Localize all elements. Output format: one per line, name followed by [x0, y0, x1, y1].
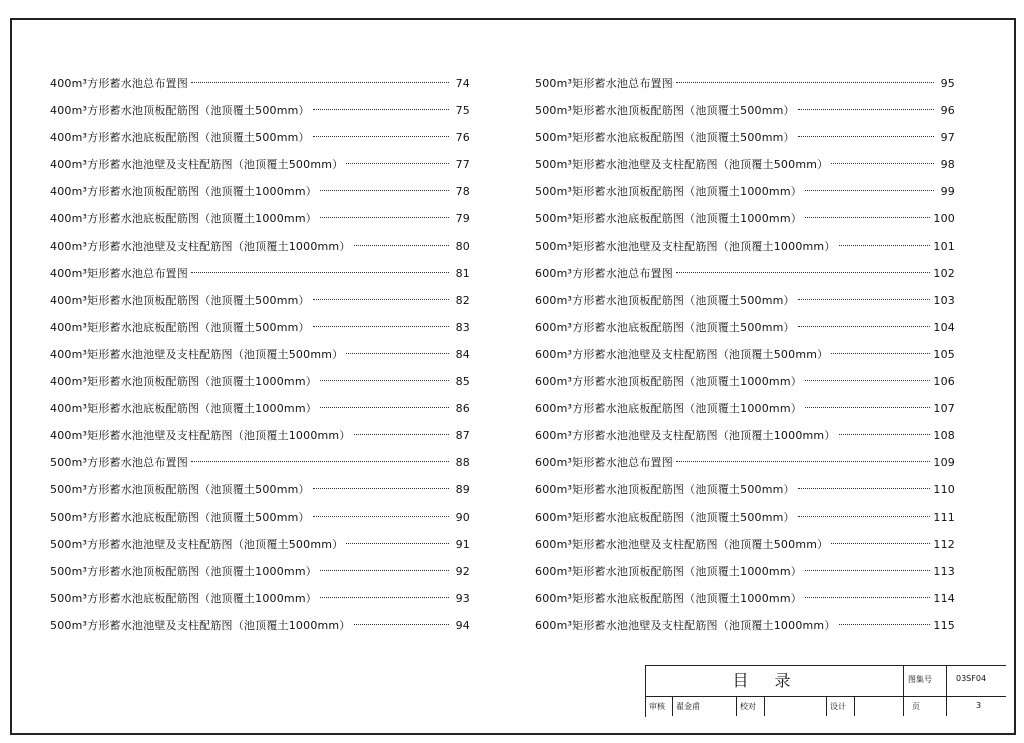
- reviewer-name: 翟金甫: [676, 702, 700, 711]
- toc-entry-page: 91: [455, 537, 470, 551]
- toc-entry[interactable]: [535, 449, 955, 476]
- page-label: 页: [912, 702, 920, 711]
- toc-entry-page: 98: [940, 158, 955, 172]
- page-number: 3: [976, 701, 982, 710]
- leader-dots: [805, 217, 930, 218]
- toc-entry-page: 110: [933, 483, 955, 497]
- review-label: 审核: [649, 702, 665, 711]
- toc-entry-page: 95: [940, 77, 955, 90]
- toc-entry[interactable]: [50, 233, 470, 260]
- leader-dots: [320, 380, 449, 381]
- toc-entry[interactable]: [535, 178, 955, 205]
- toc-entry-title: 600m³方形蓄水池底板配筋图（池顶覆土1000mm）: [535, 402, 802, 416]
- toc-entry-page: 111: [933, 510, 955, 524]
- leader-dots: [320, 597, 449, 598]
- toc-entry-page: 89: [455, 483, 470, 497]
- toc-column-right: [535, 70, 955, 639]
- toc-entry-title: 400m³矩形蓄水池池壁及支柱配筋图（池顶覆土1000mm）: [50, 429, 351, 443]
- toc-entry[interactable]: [50, 260, 470, 287]
- toc-entry-title: 500m³方形蓄水池池壁及支柱配筋图（池顶覆土500mm）: [50, 537, 344, 551]
- toc-entry-title: 600m³矩形蓄水池顶板配筋图（池顶覆土1000mm）: [535, 564, 802, 578]
- toc-entry-title: 600m³矩形蓄水池总布置图: [535, 456, 673, 470]
- leader-dots: [839, 245, 931, 246]
- toc-entry[interactable]: [50, 287, 470, 314]
- toc-entry-page: 92: [455, 564, 470, 578]
- toc-entry-page: 103: [933, 293, 955, 307]
- toc-entry-page: 90: [455, 510, 470, 524]
- toc-entry[interactable]: [535, 70, 955, 97]
- title-block-signatures: [646, 696, 1006, 716]
- toc-entry[interactable]: [535, 233, 955, 260]
- toc-entry[interactable]: [50, 395, 470, 422]
- toc-entry-title: 500m³方形蓄水池底板配筋图（池顶覆土500mm）: [50, 510, 310, 524]
- leader-dots: [320, 570, 449, 571]
- toc-entry[interactable]: [50, 504, 470, 531]
- leader-dots: [831, 163, 934, 164]
- leader-dots: [798, 109, 934, 110]
- leader-dots: [191, 461, 449, 462]
- toc-entry[interactable]: [535, 124, 955, 151]
- toc-entry-page: 106: [933, 375, 955, 389]
- toc-entry-page: 75: [455, 104, 470, 118]
- toc-entry-title: 600m³方形蓄水池顶板配筋图（池顶覆土500mm）: [535, 293, 795, 307]
- toc-entry[interactable]: [50, 205, 470, 232]
- toc-entry-page: 93: [455, 591, 470, 605]
- toc-entry-title: 400m³矩形蓄水池顶板配筋图（池顶覆土1000mm）: [50, 375, 317, 389]
- toc-entry-page: 81: [455, 266, 470, 280]
- design-label: 设计: [830, 702, 846, 711]
- toc-entry-title: 400m³方形蓄水池底板配筋图（池顶覆土500mm）: [50, 131, 310, 145]
- leader-dots: [805, 570, 930, 571]
- leader-dots: [346, 543, 449, 544]
- toc-entry-title: 500m³矩形蓄水池池壁及支柱配筋图（池顶覆土500mm）: [535, 158, 829, 172]
- toc-entry[interactable]: [50, 97, 470, 124]
- leader-dots: [831, 543, 930, 544]
- leader-dots: [798, 488, 931, 489]
- toc-entry[interactable]: [535, 558, 955, 585]
- toc-entry[interactable]: [535, 585, 955, 612]
- leader-dots: [805, 190, 934, 191]
- toc-entry[interactable]: [50, 612, 470, 639]
- toc-entry-page: 105: [933, 347, 955, 361]
- leader-dots: [798, 299, 931, 300]
- toc-entry-title: 600m³方形蓄水池池壁及支柱配筋图（池顶覆土1000mm）: [535, 429, 836, 443]
- toc-entry-page: 96: [940, 104, 955, 118]
- toc-entry-page: 80: [455, 239, 470, 253]
- toc-entry-page: 97: [940, 131, 955, 145]
- leader-dots: [313, 299, 449, 300]
- leader-dots: [839, 624, 931, 625]
- toc-entry-title: 600m³矩形蓄水池顶板配筋图（池顶覆土500mm）: [535, 483, 795, 497]
- leader-dots: [320, 190, 449, 191]
- toc-entry-title: 400m³矩形蓄水池池壁及支柱配筋图（池顶覆土500mm）: [50, 347, 344, 361]
- toc-entry-title: 600m³方形蓄水池总布置图: [535, 266, 673, 280]
- toc-entry-page: 114: [933, 591, 955, 605]
- toc-entry-title: 400m³方形蓄水池总布置图: [50, 77, 188, 90]
- toc-entry-title: 600m³矩形蓄水池池壁及支柱配筋图（池顶覆土1000mm）: [535, 618, 836, 632]
- toc-entry-page: 101: [933, 239, 955, 253]
- leader-dots: [320, 217, 449, 218]
- toc-entry-title: 400m³方形蓄水池池壁及支柱配筋图（池顶覆土1000mm）: [50, 239, 351, 253]
- leader-dots: [313, 516, 449, 517]
- toc-entry-title: 500m³方形蓄水池顶板配筋图（池顶覆土1000mm）: [50, 564, 317, 578]
- toc-entry-title: 400m³方形蓄水池池壁及支柱配筋图（池顶覆土500mm）: [50, 158, 344, 172]
- toc-entry-page: 109: [933, 456, 955, 470]
- toc-entry-page: 99: [940, 185, 955, 199]
- toc-entry-title: 500m³矩形蓄水池总布置图: [535, 77, 673, 90]
- leader-dots: [346, 163, 449, 164]
- leader-dots: [354, 434, 449, 435]
- toc-entry-title: 600m³矩形蓄水池底板配筋图（池顶覆土1000mm）: [535, 591, 802, 605]
- leader-dots: [676, 272, 930, 273]
- toc-entry-title: 500m³矩形蓄水池池壁及支柱配筋图（池顶覆土1000mm）: [535, 239, 836, 253]
- toc-entry-title: 400m³矩形蓄水池顶板配筋图（池顶覆土500mm）: [50, 293, 310, 307]
- leader-dots: [805, 407, 930, 408]
- toc-entry-page: 82: [455, 293, 470, 307]
- toc-entry[interactable]: [535, 422, 955, 449]
- toc-entry-title: 600m³矩形蓄水池池壁及支柱配筋图（池顶覆土500mm）: [535, 537, 829, 551]
- toc-entry-page: 113: [933, 564, 955, 578]
- toc-entry[interactable]: [50, 341, 470, 368]
- title-block: [645, 665, 1006, 717]
- toc-entry-page: 84: [455, 347, 470, 361]
- leader-dots: [191, 82, 449, 83]
- toc-entry-title: 600m³方形蓄水池池壁及支柱配筋图（池顶覆土500mm）: [535, 347, 829, 361]
- toc-entry[interactable]: [535, 504, 955, 531]
- toc-entry-title: 400m³方形蓄水池顶板配筋图（池顶覆土500mm）: [50, 104, 310, 118]
- toc-column-left: [50, 70, 470, 639]
- page-title: 目录: [646, 666, 904, 696]
- toc-entry-title: 500m³矩形蓄水池顶板配筋图（池顶覆土1000mm）: [535, 185, 802, 199]
- toc-entry-page: 78: [455, 185, 470, 199]
- toc-entry[interactable]: [535, 395, 955, 422]
- toc-entry-title: 400m³矩形蓄水池总布置图: [50, 266, 188, 280]
- toc-entry-title: 400m³方形蓄水池顶板配筋图（池顶覆土1000mm）: [50, 185, 317, 199]
- leader-dots: [354, 245, 449, 246]
- toc-entry-title: 600m³矩形蓄水池底板配筋图（池顶覆土500mm）: [535, 510, 795, 524]
- leader-dots: [798, 136, 934, 137]
- toc-entry[interactable]: [535, 368, 955, 395]
- toc-entry-page: 83: [455, 320, 470, 334]
- toc-entry[interactable]: [535, 531, 955, 558]
- toc-entry-page: 112: [933, 537, 955, 551]
- check-label: 校对: [740, 702, 756, 711]
- leader-dots: [805, 597, 930, 598]
- toc-entry-page: 108: [933, 429, 955, 443]
- toc-entry[interactable]: [50, 585, 470, 612]
- toc-entry-title: 400m³矩形蓄水池底板配筋图（池顶覆土1000mm）: [50, 402, 317, 416]
- leader-dots: [798, 326, 931, 327]
- toc-entry[interactable]: [50, 368, 470, 395]
- leader-dots: [346, 353, 449, 354]
- toc-entry[interactable]: [50, 422, 470, 449]
- toc-entry[interactable]: [50, 314, 470, 341]
- leader-dots: [313, 109, 449, 110]
- toc-entry-title: 500m³方形蓄水池顶板配筋图（池顶覆土500mm）: [50, 483, 310, 497]
- leader-dots: [354, 624, 449, 625]
- toc-entry-page: 79: [455, 212, 470, 226]
- toc-entry-title: 600m³方形蓄水池顶板配筋图（池顶覆土1000mm）: [535, 375, 802, 389]
- toc-entry-page: 85: [455, 375, 470, 389]
- toc-entry[interactable]: [50, 151, 470, 178]
- leader-dots: [313, 136, 449, 137]
- toc-entry-page: 115: [933, 618, 955, 632]
- toc-entry[interactable]: [50, 449, 470, 476]
- toc-entry[interactable]: [535, 151, 955, 178]
- toc-entry[interactable]: [535, 260, 955, 287]
- leader-dots: [798, 516, 931, 517]
- toc-entry[interactable]: [50, 558, 470, 585]
- title-block-header: [646, 666, 1006, 697]
- toc-entry-page: 107: [933, 402, 955, 416]
- leader-dots: [320, 407, 449, 408]
- toc-entry[interactable]: [535, 205, 955, 232]
- toc-entry-page: 86: [455, 402, 470, 416]
- leader-dots: [676, 461, 930, 462]
- toc-entry[interactable]: [50, 70, 470, 97]
- toc-entry-title: 500m³矩形蓄水池底板配筋图（池顶覆土1000mm）: [535, 212, 802, 226]
- toc-entry[interactable]: [50, 531, 470, 558]
- leader-dots: [831, 353, 930, 354]
- atlas-no-label: 图集号: [908, 675, 932, 684]
- toc-entry-title: 400m³方形蓄水池底板配筋图（池顶覆土1000mm）: [50, 212, 317, 226]
- toc-entry[interactable]: [535, 612, 955, 639]
- toc-entry[interactable]: [50, 178, 470, 205]
- toc-entry-title: 500m³矩形蓄水池顶板配筋图（池顶覆土500mm）: [535, 104, 795, 118]
- toc-entry-page: 77: [455, 158, 470, 172]
- atlas-no: 03SF04: [956, 674, 987, 683]
- toc-entry-page: 74: [455, 77, 470, 90]
- toc-entry[interactable]: [535, 314, 955, 341]
- toc-entry-title: 500m³方形蓄水池总布置图: [50, 456, 188, 470]
- toc-entry-title: 600m³方形蓄水池底板配筋图（池顶覆土500mm）: [535, 320, 795, 334]
- toc-entry-page: 102: [933, 266, 955, 280]
- toc-entry-page: 100: [933, 212, 955, 226]
- toc-entry-title: 500m³方形蓄水池底板配筋图（池顶覆土1000mm）: [50, 591, 317, 605]
- leader-dots: [839, 434, 931, 435]
- toc-entry[interactable]: [535, 476, 955, 503]
- leader-dots: [313, 326, 449, 327]
- leader-dots: [191, 272, 449, 273]
- toc-entry[interactable]: [50, 476, 470, 503]
- toc-entry[interactable]: [50, 124, 470, 151]
- toc-entry-page: 76: [455, 131, 470, 145]
- toc-entry[interactable]: [535, 287, 955, 314]
- toc-entry-page: 104: [933, 320, 955, 334]
- leader-dots: [805, 380, 930, 381]
- toc-entry[interactable]: [535, 97, 955, 124]
- leader-dots: [676, 82, 934, 83]
- toc-entry[interactable]: [535, 341, 955, 368]
- toc-entry-title: 500m³矩形蓄水池底板配筋图（池顶覆土500mm）: [535, 131, 795, 145]
- toc-entry-page: 88: [455, 456, 470, 470]
- toc-entry-title: 500m³方形蓄水池池壁及支柱配筋图（池顶覆土1000mm）: [50, 618, 351, 632]
- leader-dots: [313, 488, 449, 489]
- toc-entry-page: 87: [455, 429, 470, 443]
- toc-entry-title: 400m³矩形蓄水池底板配筋图（池顶覆土500mm）: [50, 320, 310, 334]
- toc-entry-page: 94: [455, 618, 470, 632]
